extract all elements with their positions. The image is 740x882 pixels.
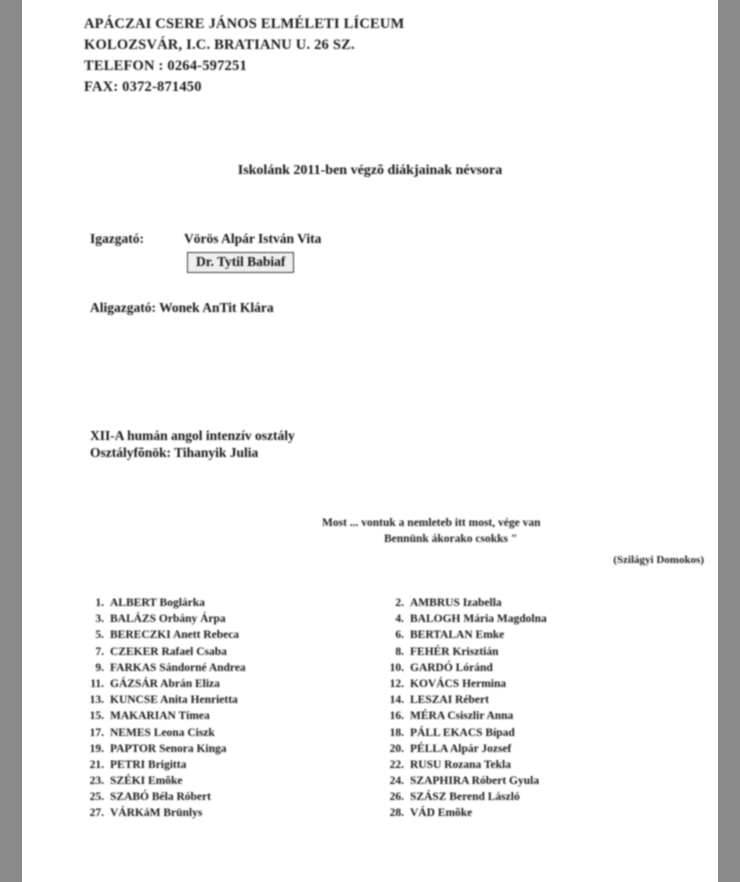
list-item xyxy=(84,611,384,627)
list-item-label: BERECZKI Anett Rebeca xyxy=(110,629,240,642)
list-item-label: PAPTOR Senora Kinga xyxy=(110,742,227,755)
boxed-name-field[interactable]: Dr. Tytil Babiaf xyxy=(187,252,294,273)
vice-principal-name: Wonek AnTit Klára xyxy=(159,300,274,315)
list-item-number: 5. xyxy=(95,629,104,642)
list-item-label: AMBRUS Izabella xyxy=(410,597,502,609)
header-line-1: APÁCZAI CSERE JÁNOS ELMÉLETI LÍCEUM xyxy=(84,16,405,32)
list-item-number: 14. xyxy=(389,694,404,707)
list-item xyxy=(384,805,684,821)
list-item-label: PÁLL EKACS Bípad xyxy=(410,726,515,739)
list-item-label: FARKAS Sándorné Andrea xyxy=(110,661,246,674)
document-page xyxy=(22,0,718,882)
quote-attribution: (Szilágyi Domokos) xyxy=(613,554,704,566)
list-item-label: MAKARIAN Tímea xyxy=(110,710,210,723)
list-item-number: 7. xyxy=(95,645,104,658)
class-name: XII-A humán angol intenzív osztály xyxy=(90,428,295,443)
student-name-list xyxy=(84,595,684,822)
list-item-label: GÁZSÁR Abrán Eliza xyxy=(110,677,220,690)
list-item-label: KOVÁCS Hermina xyxy=(410,677,507,690)
list-item-number: 8. xyxy=(395,645,404,658)
list-item-label: NEMES Leona Ciszk xyxy=(110,726,215,739)
list-item-number: 22. xyxy=(389,758,404,771)
list-item xyxy=(84,725,384,741)
list-item-number: 4. xyxy=(395,613,404,626)
list-item-number: 21. xyxy=(89,758,104,771)
list-item-label: RUSU Rozana Tekla xyxy=(410,758,511,771)
list-item-number: 9. xyxy=(95,661,104,674)
list-item-label: SZAPHIRA Róbert Gyula xyxy=(410,775,540,788)
list-item xyxy=(384,725,684,741)
list-item-number: 12. xyxy=(389,677,404,690)
header-line-4: FAX: 0372-871450 xyxy=(84,79,202,95)
principal-label: Igazgató: xyxy=(90,231,144,246)
list-item xyxy=(84,708,384,724)
list-item xyxy=(384,741,684,757)
list-item xyxy=(384,595,684,611)
list-item-label: LESZAI Rébert xyxy=(410,694,489,707)
list-item xyxy=(384,708,684,724)
list-item-label: VÁRKáM Brünlys xyxy=(110,807,203,820)
principal-row xyxy=(90,231,321,247)
quote-line-2: Bennünk ákorako csokks " xyxy=(384,533,518,545)
list-item-label: VÁD Emõke xyxy=(410,807,473,820)
list-item xyxy=(384,676,684,692)
list-item-number: 24. xyxy=(389,775,404,788)
list-item xyxy=(84,773,384,789)
list-item-number: 26. xyxy=(389,791,404,804)
list-item xyxy=(384,611,684,627)
list-item-label: FEHÉR Krisztián xyxy=(410,645,499,658)
list-item-number: 23. xyxy=(89,775,104,788)
list-item xyxy=(384,660,684,676)
list-item-label: PÉLLA Alpár Jozsef xyxy=(410,742,512,755)
list-item xyxy=(84,595,384,611)
list-item-number: 18. xyxy=(389,726,404,739)
list-item-number: 6. xyxy=(395,629,404,642)
list-item-label: KUNCSE Anita Henrietta xyxy=(110,694,238,707)
list-item xyxy=(84,676,384,692)
list-item-number: 19. xyxy=(89,742,104,755)
quote-line-1: Most ... vontuk a nemleteb itt most, vége van xyxy=(322,517,541,529)
list-item xyxy=(84,627,384,643)
header-line-3: TELEFON : 0264-597251 xyxy=(84,58,247,74)
quote-block xyxy=(322,515,712,568)
list-item-number: 25. xyxy=(89,791,104,804)
list-item xyxy=(384,644,684,660)
list-item-number: 28. xyxy=(389,807,404,820)
list-item-number: 13. xyxy=(89,694,104,707)
list-item-label: CZEKER Rafael Csaba xyxy=(110,645,227,658)
list-item xyxy=(84,805,384,821)
list-item-label: BALOGH Mária Magdolna xyxy=(410,613,547,626)
list-item xyxy=(384,757,684,773)
header-line-2: KOLOZSVÁR, I.C. BRATIANU U. 26 SZ. xyxy=(84,37,355,53)
list-item-label: SZÉKI Emõke xyxy=(110,775,183,788)
list-item xyxy=(384,773,684,789)
institution-header xyxy=(84,14,404,98)
list-item xyxy=(84,789,384,805)
list-item xyxy=(84,757,384,773)
list-item-number: 20. xyxy=(389,742,404,755)
list-item-label: ALBERT Boglárka xyxy=(110,597,205,609)
list-item-label: SZABÓ Béla Róbert xyxy=(110,791,211,804)
list-item-number: 27. xyxy=(89,807,104,820)
list-item-number: 3. xyxy=(95,613,104,626)
list-item-label: SZÁSZ Berend László xyxy=(410,791,520,804)
list-item-number: 10. xyxy=(389,661,404,674)
list-item-number: 17. xyxy=(89,726,104,739)
list-item xyxy=(84,660,384,676)
list-item xyxy=(384,789,684,805)
vice-principal-label: Aligazgató: xyxy=(90,300,156,315)
list-item-label: PETRI Brigitta xyxy=(110,758,187,771)
list-item-number: 2. xyxy=(395,597,404,609)
list-item xyxy=(384,627,684,643)
page-title: Iskolánk 2011-ben végzõ diákjainak névsora xyxy=(237,163,503,178)
list-item xyxy=(384,692,684,708)
list-item xyxy=(84,692,384,708)
list-item-label: GARDÓ Lóránd xyxy=(410,661,493,674)
class-teacher: Osztályfõnök: Tihanyik Julia xyxy=(90,445,259,460)
list-item-number: 16. xyxy=(389,710,404,723)
list-item xyxy=(84,741,384,757)
vice-principal-row xyxy=(90,300,274,316)
list-item-number: 15. xyxy=(89,710,104,723)
class-info xyxy=(90,427,295,461)
list-item-number: 1. xyxy=(95,597,104,609)
list-item-label: BALÁZS Orbány Árpa xyxy=(110,613,226,626)
list-item-label: BERTALAN Emke xyxy=(410,629,505,642)
list-item-label: MÉRA Csiszlir Anna xyxy=(410,710,514,723)
principal-name: Vörös Alpár István Vita xyxy=(184,231,322,246)
list-item-number: 11. xyxy=(90,677,104,690)
list-item xyxy=(84,644,384,660)
